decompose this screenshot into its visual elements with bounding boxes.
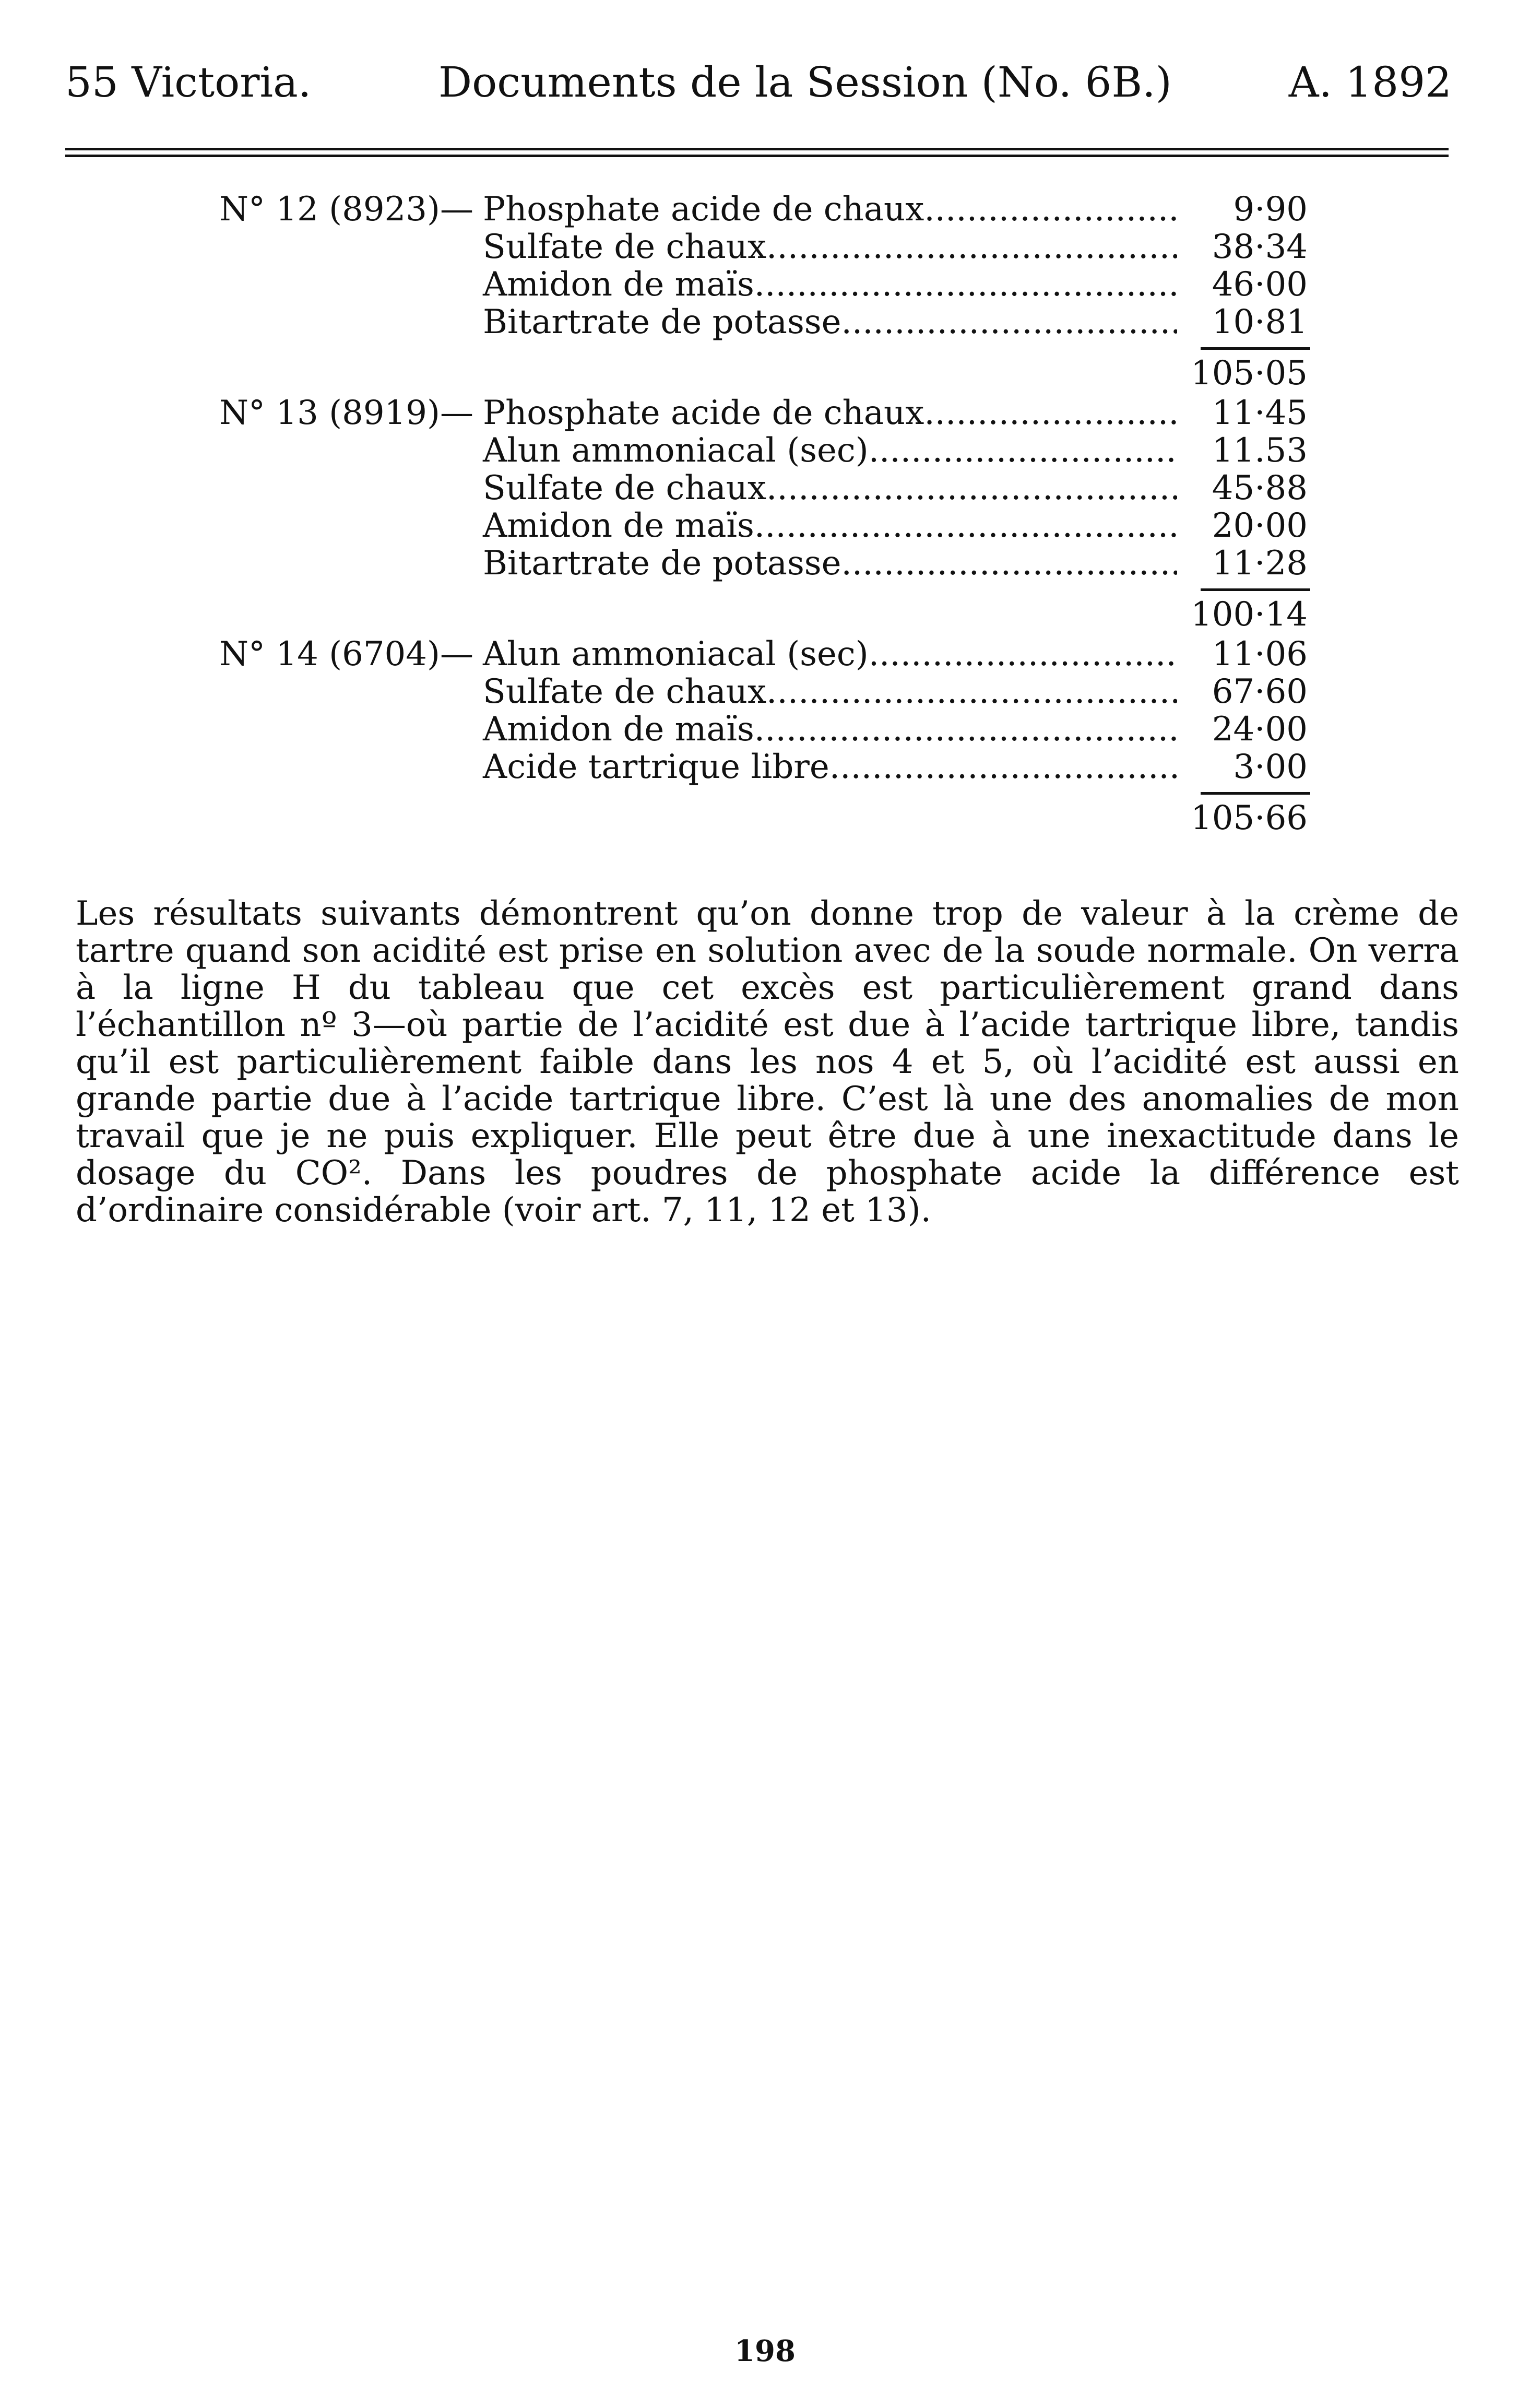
ingredient-name-text: Sulfate de chaux <box>483 228 767 266</box>
ingredient-row <box>0 228 1530 266</box>
ingredient-name <box>483 545 1177 582</box>
ingredient-name-text: Sulfate de chaux <box>483 469 767 507</box>
header-document-title: Documents de la Session (No. 6B.) <box>438 58 1172 107</box>
sum-rule <box>0 341 1530 355</box>
dot-leader <box>766 469 1177 507</box>
total-value: 105·05 <box>1191 354 1308 393</box>
ingredient-name <box>483 228 1177 266</box>
dot-leader <box>754 711 1177 748</box>
ingredient-percent: 9·90 <box>1233 190 1308 229</box>
ingredient-percent: 11·45 <box>1212 394 1308 432</box>
ingredient-name <box>483 191 1177 228</box>
ingredient-row <box>0 711 1530 748</box>
ingredient-percent: 24·00 <box>1212 710 1308 749</box>
dot-leader <box>924 394 1177 432</box>
ingredient-row <box>0 507 1530 545</box>
dot-leader <box>869 432 1177 469</box>
sum-rule <box>0 582 1530 596</box>
ingredient-name-text: Alun ammoniacal (sec) <box>483 635 869 674</box>
ingredient-name <box>483 469 1177 507</box>
ingredient-percent: 46·00 <box>1212 265 1308 304</box>
total-row <box>0 596 1530 633</box>
total-row <box>0 355 1530 392</box>
ingredient-row <box>0 469 1530 507</box>
sum-rule <box>0 786 1530 799</box>
ingredient-name <box>483 635 1177 673</box>
ingredient-name <box>483 432 1177 469</box>
ingredient-row <box>0 266 1530 303</box>
sample-entry <box>0 394 1530 633</box>
sample-analyses <box>0 191 1530 839</box>
dot-leader <box>841 303 1178 341</box>
ingredient-name-text: Sulfate de chaux <box>483 672 767 711</box>
ingredient-percent: 38·34 <box>1212 228 1308 266</box>
ingredient-row <box>0 673 1530 711</box>
ingredient-percent: 67·60 <box>1212 672 1308 711</box>
ingredient-percent: 45·88 <box>1212 469 1308 507</box>
dot-leader <box>869 635 1177 673</box>
page-number: 198 <box>734 2334 796 2368</box>
ingredient-row <box>0 545 1530 582</box>
ingredient-name-text: Amidon de maïs <box>483 265 754 304</box>
dot-leader <box>754 507 1177 545</box>
total-row <box>0 799 1530 837</box>
sample-label: N° 13 (8919)— <box>219 394 473 432</box>
ingredient-name-text: Amidon de maïs <box>483 710 754 749</box>
ingredient-row <box>0 635 1530 673</box>
dot-leader <box>766 673 1177 711</box>
ingredient-name-text: Phosphate acide de chaux <box>483 190 924 229</box>
dot-leader <box>829 748 1177 786</box>
page-header <box>0 56 1530 109</box>
ingredient-row <box>0 432 1530 469</box>
ingredient-name <box>483 303 1177 341</box>
header-rule-bottom <box>65 155 1449 157</box>
sample-label: N° 14 (6704)— <box>219 635 473 674</box>
sample-entry <box>0 635 1530 837</box>
ingredient-name <box>483 507 1177 545</box>
dot-leader <box>924 191 1177 228</box>
ingredient-percent: 11·06 <box>1212 635 1308 674</box>
ingredient-percent: 11·28 <box>1212 544 1308 583</box>
ingredient-name-text: Phosphate acide de chaux <box>483 394 924 432</box>
header-year: A. 1892 <box>1288 58 1452 107</box>
sample-entry <box>0 191 1530 392</box>
ingredient-percent: 20·00 <box>1212 506 1308 545</box>
ingredient-name-text: Bitartrate de potasse <box>483 544 841 583</box>
ingredient-name <box>483 394 1177 432</box>
total-value: 105·66 <box>1191 799 1308 837</box>
ingredient-name-text: Acide tartrique libre <box>483 748 829 786</box>
dot-leader <box>754 266 1177 303</box>
ingredient-row <box>0 394 1530 432</box>
ingredient-name <box>483 673 1177 711</box>
sample-label: N° 12 (8923)— <box>219 190 473 229</box>
ingredient-percent: 11.53 <box>1212 431 1308 470</box>
ingredient-name-text: Amidon de maïs <box>483 506 754 545</box>
header-rule-top <box>65 148 1449 150</box>
ingredient-name <box>483 266 1177 303</box>
ingredient-percent: 10·81 <box>1212 303 1308 341</box>
ingredient-percent: 3·00 <box>1233 748 1308 786</box>
ingredient-row <box>0 748 1530 786</box>
header-session-year: 55 Victoria. <box>65 58 312 107</box>
dot-leader <box>766 228 1177 266</box>
ingredient-name <box>483 711 1177 748</box>
ingredient-name <box>483 748 1177 786</box>
ingredient-row <box>0 191 1530 228</box>
body-paragraph: Les résultats suivants démontrent qu’on donne trop de valeur à la crème de tartre quand son acidité est prise en solution avec de la soude normale. On verra à la ligne H du tableau que cet excès est particulièrement grand dans l’échantillon nº 3—où partie de l’acidité est due à l’acide tartrique libre, tandis qu’il est particulièrement faible dans les nos 4 et 5, où l’acidité est aussi en grande partie due à l’acide tartrique libre. C’est là une des anomalies de mon travail que je ne puis expliquer. Elle peut être due à une inexactitude dans le dosage du CO². Dans les poudres de phosphate acide la différence est d’ordinaire considérable (voir art. 7, 11, 12 et 13). <box>76 894 1459 1230</box>
ingredient-name-text: Bitartrate de potasse <box>483 303 841 341</box>
dot-leader <box>841 545 1178 582</box>
ingredient-name-text: Alun ammoniacal (sec) <box>483 431 869 470</box>
ingredient-row <box>0 303 1530 341</box>
total-value: 100·14 <box>1191 595 1308 634</box>
